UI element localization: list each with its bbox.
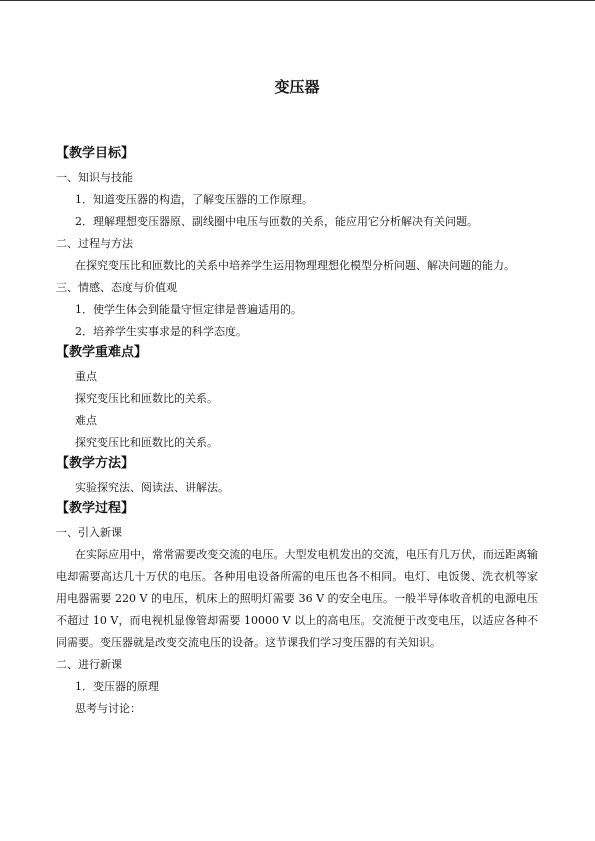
- goals-item-4: 2．培养学生实事求是的科学态度。: [75, 325, 247, 338]
- key-point-text: 探究变压比和匝数比的关系。: [75, 392, 218, 405]
- process-heading-1: 一、引入新课: [56, 526, 122, 539]
- goals-heading-3: 三、情感、态度与价值观: [56, 281, 177, 294]
- difficulty-label: 难点: [75, 414, 97, 427]
- process-item-2: 思考与讨论：: [75, 702, 141, 715]
- process-item-1: 1．变压器的原理: [75, 680, 159, 693]
- top-rule: [0, 0, 595, 1]
- page-title: 变压器: [274, 78, 320, 96]
- process-paragraph-1: 在实际应用中，常常需要改变交流的电压。大型发电机发出的交流，电压有几万伏，而远距离输电却需要高达几十万伏的电压。各种用电设备所需的电压也各不相同。电灯、电饭煲、洗衣机等家用电器需要 220 V 的电压，机床上的照明灯需要 36 V 的安全电压。一般半导体收音机的电源电压不超过 10 V，而电视机显像管却需要 10000 V 以上的高电压。交流便于改变电压，以适应各种不同需要。变压器就是改变交流电压的设备。这节课我们学习变压器的有关知识。: [56, 548, 538, 649]
- goals-item-2: 2．理解理想变压器原、副线圈中电压与匝数的关系，能应用它分析解决有关问题。: [75, 215, 478, 228]
- method-text: 实验探究法、阅读法、讲解法。: [75, 481, 229, 494]
- goals-item-1: 1．知道变压器的构造，了解变压器的工作原理。: [75, 193, 313, 206]
- section-heading-goals: 【教学目标】: [56, 146, 135, 161]
- process-heading-2: 二、进行新课: [56, 658, 122, 671]
- document-body: [56, 76, 538, 720]
- section-heading-process: 【教学过程】: [56, 501, 135, 516]
- section-heading-key: 【教学重难点】: [56, 345, 148, 360]
- goals-heading-2: 二、过程与方法: [56, 237, 133, 250]
- goals-item-3: 1．使学生体会到能量守恒定律是普遍适用的。: [75, 303, 302, 316]
- goals-paragraph-2: 在探究变压比和匝数比的关系中培养学生运用物理理想化模型分析问题、解决问题的能力。: [75, 259, 515, 272]
- key-point-label: 重点: [75, 370, 97, 383]
- goals-heading-1: 一、知识与技能: [56, 171, 133, 184]
- section-heading-method: 【教学方法】: [56, 456, 135, 471]
- difficulty-text: 探究变压比和匝数比的关系。: [75, 436, 218, 449]
